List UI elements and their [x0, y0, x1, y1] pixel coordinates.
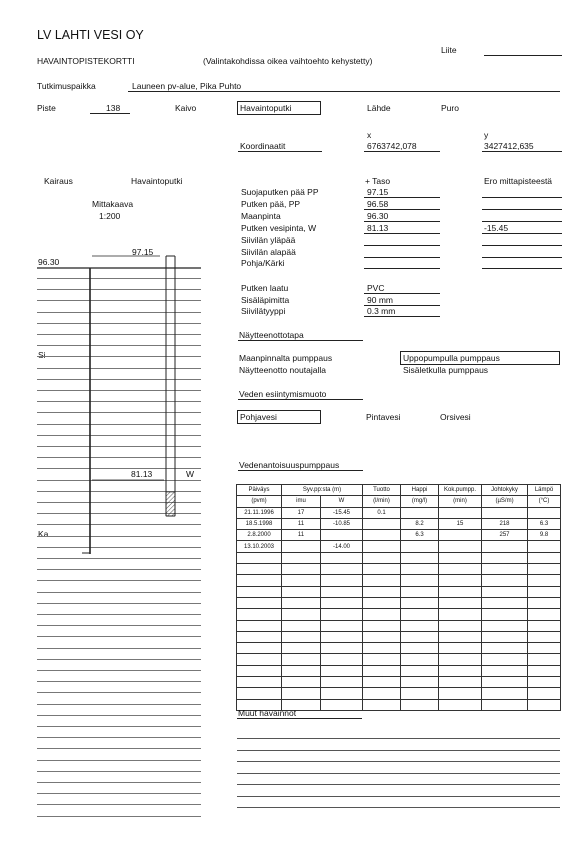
coord-y-value: 3427412,635 — [484, 141, 534, 151]
ground-value: 96.30 — [38, 257, 60, 267]
table-cell — [482, 654, 528, 665]
table-cell — [528, 541, 561, 552]
table-subheader-cell: imu — [282, 496, 321, 507]
table-cell — [401, 597, 439, 608]
table-header-cell: Syv.pp:sta (m) — [282, 485, 363, 496]
table-cell — [482, 699, 528, 710]
level-line — [482, 233, 562, 234]
table-cell — [282, 643, 321, 654]
notes-line — [237, 807, 560, 808]
occurrence-title: Veden esiintymismuoto — [239, 389, 327, 399]
table-cell — [321, 688, 363, 699]
table-cell — [401, 631, 439, 642]
table-cell: -14.00 — [321, 541, 363, 552]
type-puro: Puro — [441, 103, 459, 113]
table-row — [237, 518, 561, 529]
table-cell — [321, 564, 363, 575]
level-label: Siivilän yläpää — [241, 235, 296, 245]
table-cell — [237, 665, 282, 676]
table-cell — [321, 609, 363, 620]
table-cell — [401, 609, 439, 620]
table-cell — [282, 677, 321, 688]
table-subheader-cell: (°C) — [528, 496, 561, 507]
table-cell: 13.10.2003 — [237, 541, 282, 552]
table-cell — [321, 575, 363, 586]
pumping-title: Vedenantoisuuspumppaus — [239, 460, 340, 470]
level-line — [482, 257, 562, 258]
sampling-title-line — [238, 340, 363, 341]
table-cell — [363, 620, 401, 631]
table-cell — [363, 665, 401, 676]
notes-line — [237, 796, 560, 797]
table-cell — [528, 631, 561, 642]
pipe-info-label: Sisäläpimitta — [241, 295, 290, 305]
table-cell — [439, 631, 482, 642]
table-row — [237, 631, 561, 642]
level-value: 97.15 — [367, 187, 389, 197]
table-header-cell: Päiväys — [237, 485, 282, 496]
table-cell — [401, 586, 439, 597]
table-row — [237, 597, 561, 608]
table-cell — [282, 631, 321, 642]
table-cell — [237, 609, 282, 620]
table-cell — [321, 677, 363, 688]
tutkimuspaikka-label: Tutkimuspaikka — [37, 81, 96, 91]
sampling-title: Näytteenottotapa — [239, 330, 304, 340]
level-line — [364, 197, 440, 198]
table-cell — [401, 620, 439, 631]
table-cell — [528, 665, 561, 676]
table-cell — [363, 586, 401, 597]
table-subheader-cell: (pvm) — [237, 496, 282, 507]
table-cell — [439, 586, 482, 597]
level-line — [364, 233, 440, 234]
pipe-info-value: 0.3 mm — [367, 306, 396, 316]
level-line — [364, 209, 440, 210]
table-subheader-cell: (mg/l) — [401, 496, 439, 507]
level-line — [364, 221, 440, 222]
pipe-top-value: 97.15 — [132, 247, 154, 257]
occurrence-option: Pintavesi — [366, 412, 401, 422]
instruction-text: (Valintakohdissa oikea vaihtoehto kehystetty) — [203, 56, 373, 66]
occurrence-title-line — [238, 399, 363, 400]
table-cell — [363, 597, 401, 608]
table-cell — [237, 631, 282, 642]
notes-title: Muut havainnot — [238, 708, 297, 718]
table-cell — [482, 552, 528, 563]
piste-value: 138 — [106, 103, 121, 113]
table-cell — [482, 541, 528, 552]
table-cell — [363, 643, 401, 654]
table-cell — [401, 575, 439, 586]
table-subheader-cell: (µS/m) — [482, 496, 528, 507]
table-subheader-cell: W — [321, 496, 363, 507]
table-row — [237, 620, 561, 631]
table-cell — [363, 575, 401, 586]
table-cell: -10.85 — [321, 518, 363, 529]
notes-line — [237, 750, 560, 751]
table-cell — [282, 665, 321, 676]
table-row — [237, 507, 561, 518]
table-header-cell: Johtokyky — [482, 485, 528, 496]
pipe-info-value: 90 mm — [367, 295, 393, 305]
table-cell — [528, 575, 561, 586]
occurrence-option: Orsivesi — [440, 412, 471, 422]
table-cell — [482, 575, 528, 586]
table-cell — [237, 552, 282, 563]
table-cell — [363, 677, 401, 688]
coord-x-label: x — [367, 130, 372, 140]
type-lahde: Lähde — [367, 103, 391, 113]
table-cell — [237, 677, 282, 688]
table-cell — [439, 677, 482, 688]
piste-label: Piste — [37, 103, 56, 113]
table-cell — [439, 609, 482, 620]
table-cell — [482, 564, 528, 575]
table-cell — [482, 643, 528, 654]
table-cell — [282, 586, 321, 597]
pipe-info-value: PVC — [367, 283, 385, 293]
liite-label: Liite — [441, 45, 457, 55]
level-value: 81.13 — [367, 223, 389, 233]
table-header-cell: Happi — [401, 485, 439, 496]
table-cell — [282, 597, 321, 608]
table-cell — [401, 677, 439, 688]
table-cell: 11 — [282, 518, 321, 529]
table-row — [237, 654, 561, 665]
table-cell — [321, 586, 363, 597]
table-cell — [528, 564, 561, 575]
table-cell — [321, 665, 363, 676]
table-cell — [439, 688, 482, 699]
table-cell: 15 — [439, 518, 482, 529]
table-row — [237, 541, 561, 552]
type-kaivo: Kaivo — [175, 103, 197, 113]
notes-line — [237, 761, 560, 762]
coord-y-label: y — [484, 130, 489, 140]
level-line — [482, 268, 562, 269]
table-subheader-row — [237, 496, 561, 507]
level-line — [364, 257, 440, 258]
table-row — [237, 552, 561, 563]
table-cell — [401, 564, 439, 575]
level-label: Putken pää, PP — [241, 199, 301, 209]
table-cell — [237, 620, 282, 631]
table-cell — [482, 688, 528, 699]
table-cell — [237, 643, 282, 654]
pipe-info-label: Siivilätyyppi — [241, 306, 286, 316]
table-cell: 17 — [282, 507, 321, 518]
pipe-info-line — [364, 305, 440, 306]
table-cell — [363, 564, 401, 575]
table-cell — [237, 586, 282, 597]
table-cell: 0.1 — [363, 507, 401, 518]
table-cell: 218 — [482, 518, 528, 529]
level-line — [482, 221, 562, 222]
table-cell — [528, 609, 561, 620]
table-cell: 11 — [282, 530, 321, 541]
table-cell — [363, 699, 401, 710]
table-cell — [401, 643, 439, 654]
table-cell — [321, 552, 363, 563]
table-cell — [363, 530, 401, 541]
table-row — [237, 575, 561, 586]
table-cell: 9.8 — [528, 530, 561, 541]
table-cell — [528, 620, 561, 631]
table-header-cell: Tuotto — [363, 485, 401, 496]
pipe-info-line — [364, 316, 440, 317]
level-label: Suojaputken pää PP — [241, 187, 319, 197]
level-line — [364, 268, 440, 269]
level-line — [482, 209, 562, 210]
table-cell — [528, 699, 561, 710]
pipe-info-line — [364, 293, 440, 294]
table-cell — [282, 552, 321, 563]
table-cell — [439, 564, 482, 575]
table-cell — [363, 541, 401, 552]
table-cell — [439, 541, 482, 552]
coord-x-value: 6763742,078 — [367, 141, 417, 151]
table-cell — [321, 597, 363, 608]
table-header-row — [237, 485, 561, 496]
table-cell — [482, 631, 528, 642]
pumping-table — [236, 484, 561, 711]
table-subheader-cell: (min) — [439, 496, 482, 507]
table-cell — [482, 597, 528, 608]
table-cell — [439, 507, 482, 518]
table-cell — [321, 643, 363, 654]
table-cell — [439, 552, 482, 563]
table-cell — [528, 677, 561, 688]
table-cell: 21.11.1996 — [237, 507, 282, 518]
table-subheader-cell: (l/min) — [363, 496, 401, 507]
level-value: 96.30 — [367, 211, 389, 221]
sampling-option-selected: Uppopumpulla pumppaus — [403, 353, 500, 363]
table-header-cell: Kok.pumpp. — [439, 485, 482, 496]
table-row — [237, 564, 561, 575]
sampling-option: Näytteenotto noutajalla — [239, 365, 326, 375]
table-cell — [401, 688, 439, 699]
company-name: LV LAHTI VESI OY — [37, 28, 144, 42]
table-cell — [321, 620, 363, 631]
table-cell — [363, 518, 401, 529]
table-row — [237, 688, 561, 699]
table-cell — [363, 609, 401, 620]
table-cell — [363, 688, 401, 699]
table-row — [237, 665, 561, 676]
level-line — [482, 245, 562, 246]
pipe-info-label: Putken laatu — [241, 283, 289, 293]
table-cell — [439, 620, 482, 631]
table-cell — [363, 654, 401, 665]
table-cell — [321, 699, 363, 710]
table-cell — [237, 597, 282, 608]
table-cell: 8.2 — [401, 518, 439, 529]
table-cell — [528, 586, 561, 597]
table-cell — [363, 552, 401, 563]
table-cell — [401, 654, 439, 665]
taso-label: + Taso — [365, 176, 391, 186]
occurrence-option-selected: Pohjavesi — [240, 412, 277, 422]
table-row — [237, 530, 561, 541]
table-cell — [401, 541, 439, 552]
type-havaintoputki: Havaintoputki — [240, 103, 292, 113]
table-cell — [237, 688, 282, 699]
table-cell — [237, 575, 282, 586]
table-row — [237, 643, 561, 654]
table-cell — [482, 586, 528, 597]
table-cell: 6.3 — [401, 530, 439, 541]
table-cell — [401, 507, 439, 518]
table-cell — [528, 643, 561, 654]
table-cell: -15.45 — [321, 507, 363, 518]
ero-label: Ero mittapisteestä — [484, 176, 553, 186]
mittakaava-value: 1:200 — [99, 211, 121, 221]
level-label: Siivilän alapää — [241, 247, 296, 257]
table-cell — [482, 665, 528, 676]
table-cell — [439, 530, 482, 541]
profile-havaintoputki-label: Havaintoputki — [131, 176, 183, 186]
level-label: Maanpinta — [241, 211, 281, 221]
table-cell — [321, 631, 363, 642]
level-label: Pohja/Kärki — [241, 258, 285, 268]
table-cell — [237, 654, 282, 665]
table-cell — [321, 654, 363, 665]
table-row — [237, 609, 561, 620]
table-cell — [482, 507, 528, 518]
table-cell — [439, 575, 482, 586]
table-cell: 257 — [482, 530, 528, 541]
table-cell — [237, 564, 282, 575]
level-line — [482, 197, 562, 198]
table-cell — [282, 575, 321, 586]
table-cell: 2.8.2000 — [237, 530, 282, 541]
table-cell — [482, 609, 528, 620]
table-cell — [282, 564, 321, 575]
sampling-option: Maanpinnalta pumppaus — [239, 353, 333, 363]
table-cell: 18.5.1998 — [237, 518, 282, 529]
table-cell — [401, 699, 439, 710]
water-mark: W — [186, 469, 195, 479]
table-cell — [528, 507, 561, 518]
table-row — [237, 586, 561, 597]
table-cell — [528, 654, 561, 665]
notes-line — [237, 784, 560, 785]
table-cell — [528, 597, 561, 608]
table-cell — [401, 552, 439, 563]
notes-line — [237, 738, 560, 739]
table-cell — [482, 620, 528, 631]
table-cell — [439, 643, 482, 654]
koordinaatit-label: Koordinaatit — [240, 141, 286, 151]
level-value: 96.58 — [367, 199, 389, 209]
tutkimuspaikka-value: Launeen pv-alue, Pika Puhto — [132, 81, 242, 91]
table-cell — [282, 609, 321, 620]
table-header-cell: Lämpö — [528, 485, 561, 496]
pumping-title-line — [238, 470, 363, 471]
table-cell — [363, 631, 401, 642]
level-ero: -15.45 — [484, 223, 509, 233]
table-cell — [282, 541, 321, 552]
level-line — [364, 245, 440, 246]
notes-line — [237, 773, 560, 774]
kairaus-label: Kairaus — [44, 176, 73, 186]
table-cell — [401, 665, 439, 676]
si-label: Si — [38, 350, 46, 360]
table-cell — [439, 665, 482, 676]
table-cell — [528, 552, 561, 563]
notes-title-line — [237, 718, 362, 719]
table-cell — [528, 688, 561, 699]
table-cell — [282, 688, 321, 699]
water-level-value: 81.13 — [131, 469, 153, 479]
table-cell — [439, 654, 482, 665]
mittakaava-label: Mittakaava — [92, 199, 134, 209]
table-cell — [482, 677, 528, 688]
table-cell — [439, 699, 482, 710]
level-label: Putken vesipinta, W — [241, 223, 317, 233]
table-row — [237, 677, 561, 688]
table-cell — [282, 654, 321, 665]
table-cell: 6.3 — [528, 518, 561, 529]
table-cell — [439, 597, 482, 608]
table-cell — [321, 530, 363, 541]
form-title: HAVAINTOPISTEKORTTI — [37, 56, 135, 66]
ka-label: Ka — [38, 529, 49, 539]
table-cell — [282, 620, 321, 631]
sampling-option: Sisäletkulla pumppaus — [403, 365, 489, 375]
